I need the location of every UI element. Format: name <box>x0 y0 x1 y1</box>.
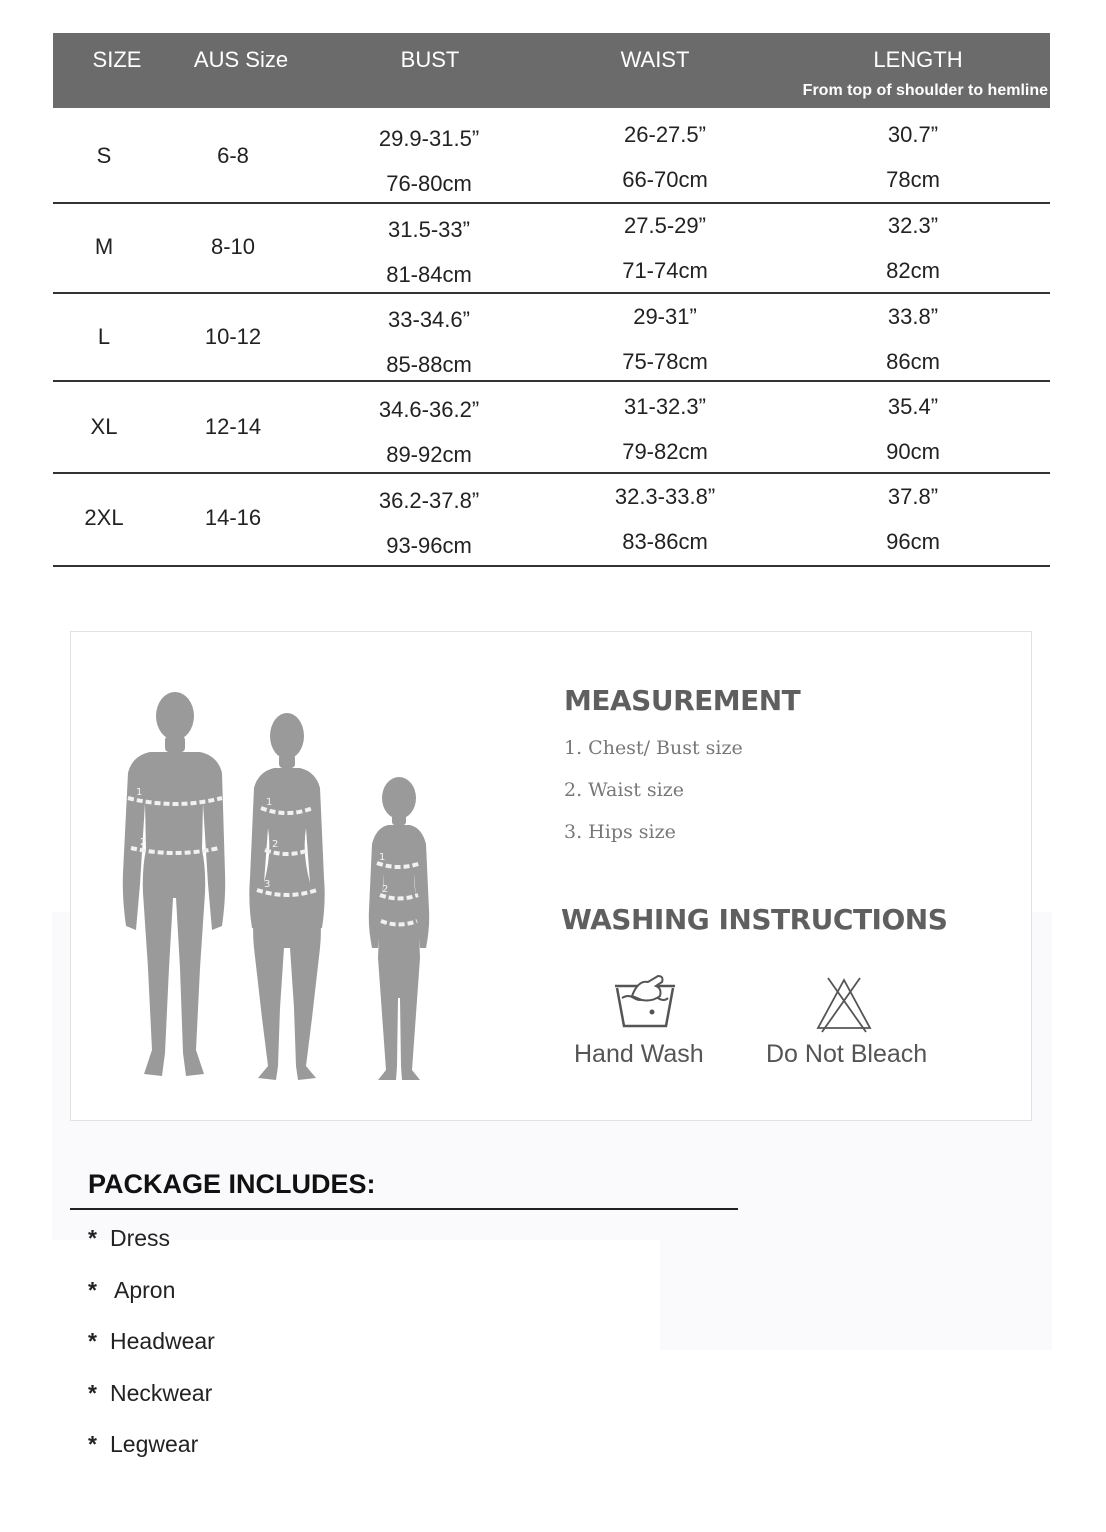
measurement-item-waist: 2. Waist size <box>564 779 684 801</box>
do-not-bleach-icon <box>814 974 874 1034</box>
cell-aus-size: 12-14 <box>204 414 262 439</box>
cell-waist-cm: 71-74cm <box>622 258 708 283</box>
hand-wash-label: Hand Wash <box>574 1040 704 1068</box>
cell-waist-inches: 31-32.3” <box>624 394 706 419</box>
cell-length-cm: 90cm <box>886 439 940 464</box>
package-item-dress: Dress <box>110 1225 171 1251</box>
cell-bust-cm: 81-84cm <box>386 262 472 287</box>
cell-aus-size: 14-16 <box>204 505 262 530</box>
cell-aus-size: 10-12 <box>204 324 262 349</box>
cell-length-inches: 33.8” <box>887 304 939 329</box>
size-chart-table <box>53 33 1050 567</box>
cell-waist-inches: 27.5-29” <box>624 213 706 238</box>
cell-waist-cm: 79-82cm <box>622 439 708 464</box>
tape-mark-3: 3 <box>264 879 271 890</box>
header-waist: WAIST <box>620 47 690 72</box>
header-aus-size: AUS Size <box>193 47 289 72</box>
package-item-legwear: Legwear <box>110 1431 199 1457</box>
cell-bust-inches: 36.2-37.8” <box>378 488 480 513</box>
header-bust: BUST <box>400 47 460 72</box>
cell-length-cm: 82cm <box>886 258 940 283</box>
measurement-item-hips: 3. Hips size <box>564 821 676 843</box>
bullet: * <box>88 1380 97 1406</box>
bullet: * <box>88 1277 97 1303</box>
package-divider <box>70 1208 738 1210</box>
bullet: * <box>88 1328 97 1354</box>
package-item-headwear: Headwear <box>110 1328 215 1354</box>
cell-waist-inches: 26-27.5” <box>624 122 706 147</box>
cell-length-cm: 96cm <box>886 529 940 554</box>
tape-mark-1: 1 <box>136 787 143 798</box>
list-item <box>88 1277 175 1304</box>
cell-bust-inches: 33-34.6” <box>388 307 470 332</box>
cell-waist-inches: 32.3-33.8” <box>614 484 716 509</box>
header-size: SIZE <box>92 47 142 72</box>
measurement-item-chest: 1. Chest/ Bust size <box>564 737 743 759</box>
table-row <box>53 382 1050 474</box>
cell-size: XL <box>90 414 118 439</box>
cell-waist-cm: 75-78cm <box>622 349 708 374</box>
cell-bust-cm: 93-96cm <box>386 533 472 558</box>
table-row <box>53 474 1050 567</box>
background-shade <box>660 1238 1052 1350</box>
table-row <box>53 294 1050 382</box>
package-title: PACKAGE INCLUDES: <box>88 1169 376 1199</box>
tape-mark-1: 1 <box>266 797 273 808</box>
table-row <box>53 204 1050 294</box>
header-length-note: From top of shoulder to hemline <box>802 82 1048 99</box>
cell-bust-cm: 89-92cm <box>386 442 472 467</box>
table-row <box>53 108 1050 204</box>
tape-mark-2: 2 <box>382 884 389 895</box>
measurement-title: MEASUREMENT <box>564 684 801 717</box>
package-item-neckwear: Neckwear <box>110 1380 213 1406</box>
tape-mark-2: 2 <box>272 839 279 850</box>
cell-length-cm: 86cm <box>886 349 940 374</box>
hand-wash-icon <box>612 974 678 1030</box>
cell-length-cm: 78cm <box>886 167 940 192</box>
package-item-apron: Apron <box>114 1277 176 1303</box>
cell-bust-inches: 34.6-36.2” <box>378 397 480 422</box>
body-measurement-figures <box>88 678 460 1090</box>
table-header <box>53 33 1050 108</box>
list-item <box>88 1380 212 1407</box>
cell-bust-cm: 76-80cm <box>386 171 472 196</box>
cell-length-inches: 37.8” <box>887 484 939 509</box>
bullet: * <box>88 1431 97 1457</box>
tape-mark-2: 2 <box>140 837 147 848</box>
header-length: LENGTH <box>873 47 963 72</box>
cell-size: M <box>94 234 114 259</box>
cell-size: 2XL <box>84 505 124 530</box>
do-not-bleach-label: Do Not Bleach <box>766 1040 928 1068</box>
cell-aus-size: 6-8 <box>217 143 249 168</box>
cell-waist-cm: 83-86cm <box>622 529 708 554</box>
tape-mark-1: 1 <box>379 852 386 863</box>
cell-size: S <box>96 143 112 168</box>
cell-bust-inches: 31.5-33” <box>388 217 470 242</box>
cell-length-inches: 32.3” <box>887 213 939 238</box>
cell-length-inches: 30.7” <box>887 122 939 147</box>
cell-size: L <box>97 324 111 349</box>
list-item <box>88 1328 215 1355</box>
list-item <box>88 1225 170 1252</box>
cell-aus-size: 8-10 <box>210 234 256 259</box>
cell-length-inches: 35.4” <box>887 394 939 419</box>
cell-bust-cm: 85-88cm <box>386 352 472 377</box>
cell-waist-inches: 29-31” <box>633 304 697 329</box>
bullet: * <box>88 1225 97 1251</box>
list-item <box>88 1431 198 1458</box>
washing-title: WASHING INSTRUCTIONS <box>561 903 948 936</box>
cell-bust-inches: 29.9-31.5” <box>378 126 480 151</box>
child-figure <box>369 777 429 1080</box>
man-figure <box>123 692 225 1076</box>
cell-waist-cm: 66-70cm <box>622 167 708 192</box>
